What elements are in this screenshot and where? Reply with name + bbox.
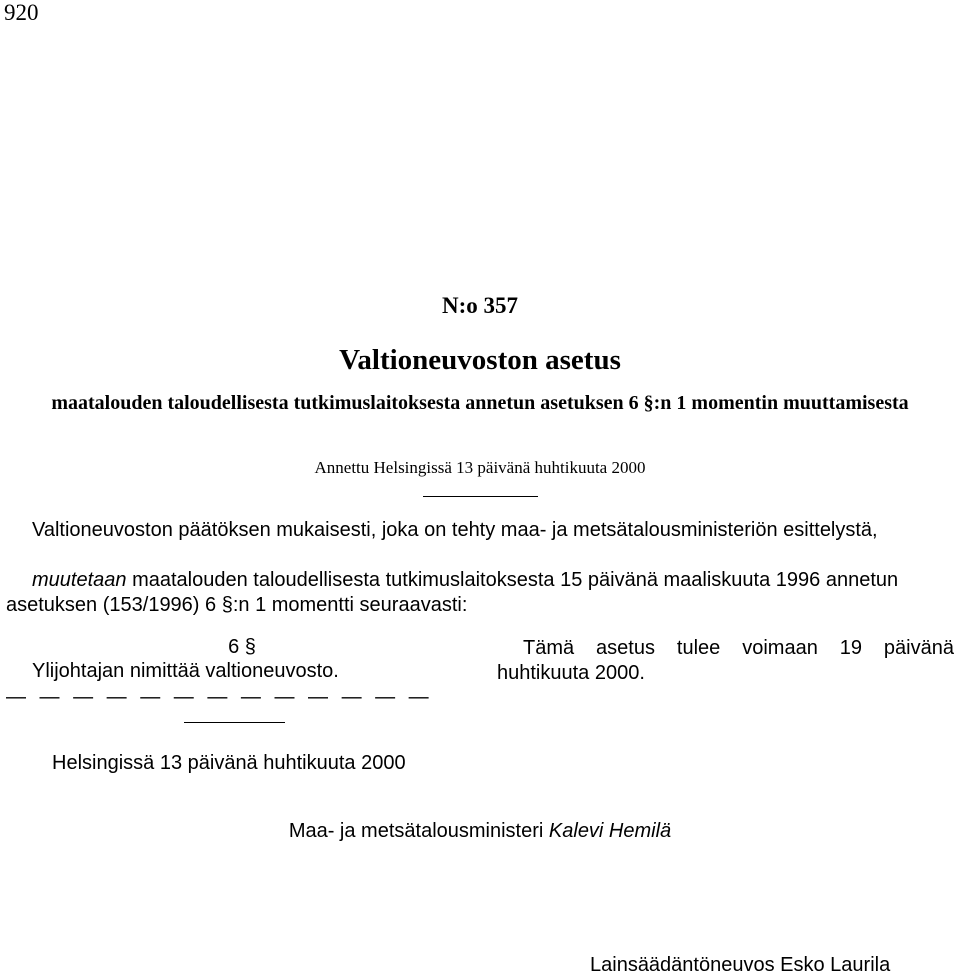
act-subtitle: maatalouden taloudellisesta tutkimuslaitoksesta annetun asetuksen 6 §:n 1 momentin muuttamisesta (51, 392, 909, 414)
preamble-paragraph: Valtioneuvoston päätöksen mukaisesti, joka on tehty maa- ja metsätalousministeriön esittelystä, (32, 519, 878, 541)
given-date: Annettu Helsingissä 13 päivänä huhtikuuta 2000 (314, 458, 646, 477)
section-number: 6 § (228, 636, 256, 658)
omission-marks: — — — — — — — — — — — — — (6, 686, 429, 708)
minister-name: Kalevi Hemilä (548, 820, 672, 842)
counsel-title: Lainsäädäntöneuvos (590, 954, 781, 976)
signature-place-date: Helsingissä 13 päivänä huhtikuuta 2000 (52, 752, 406, 774)
section-divider (184, 722, 285, 723)
amend-keyword: muutetaan (32, 569, 127, 591)
counsel-signature (590, 954, 890, 977)
minister-title: Maa- ja metsätalousministeri (288, 820, 549, 842)
amend-text: maatalouden taloudellisesta tutkimuslaitoksesta 15 päivänä maaliskuuta 1996 annetun asetuksen (153/1996) 6 §:n 1 momentti seuraavasti: (6, 569, 899, 616)
entry-into-force: Tämä asetus tulee voimaan 19 päivänä huhtikuuta 2000. (497, 637, 954, 684)
page-number: 920 (4, 0, 39, 25)
counsel-name: Esko Laurila (780, 954, 891, 976)
act-number: N:o 357 (441, 293, 519, 318)
header-divider (423, 496, 538, 497)
amendment-paragraph (6, 568, 954, 618)
minister-signature (0, 820, 960, 843)
act-title: Valtioneuvoston asetus (339, 344, 621, 376)
section-text: Ylijohtajan nimittää valtioneuvosto. (32, 660, 339, 682)
